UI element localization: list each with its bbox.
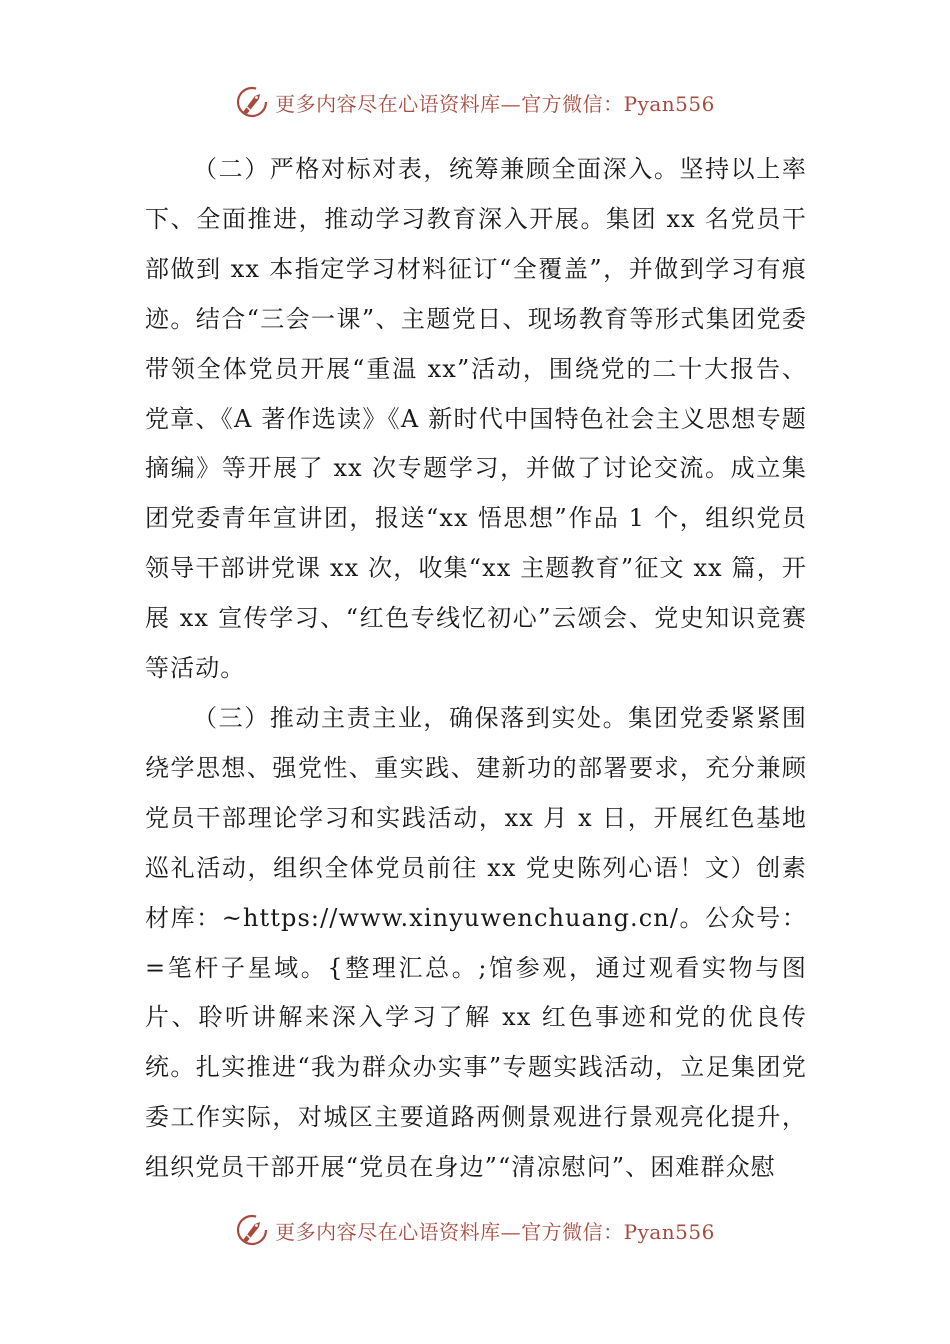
pen-nib-logo-icon [235, 1213, 269, 1247]
pen-nib-logo-icon [235, 85, 269, 119]
banner-text: 更多内容尽在心语资料库—官方微信：Pyan556 [275, 91, 715, 116]
paragraph-2: （二）严格对标对表，统筹兼顾全面深入。坚持以上率下、全面推进，推动学习教育深入开展。集团 xx 名党员干部做到 xx 本指定学习材料征订“全覆盖”，并做到学习有痕迹。结合“三会一课”、主题党日、现场教育等形式集团党委带领全体党员开展“重温 xx”活动，围绕党的二十大报告、党章、《A 著作选读》《A 新时代中国特色社会主义思想专题摘编》等开展了 xx 次专题学习，并做了讨论交流。成立集团党委青年宣讲团，报送“xx 悟思想”作品 1 个，组织党员领导干部讲党课 xx 次，收集“xx 主题教育”征文 xx 篇，开展 xx 宣传学习、“红色专线忆初心”云颂会、党史知识竞赛等活动。 [145, 155, 807, 683]
banner-text: 更多内容尽在心语资料库—官方微信：Pyan556 [275, 1219, 715, 1244]
footer-banner [0, 1210, 950, 1250]
header-banner [0, 82, 950, 122]
paragraph-3: （三）推动主责主业，确保落到实处。集团党委紧紧围绕学思想、强党性、重实践、建新功的部署要求，充分兼顾党员干部理论学习和实践活动，xx 月 x 日，开展红色基地巡礼活动，组织全体党员前往 xx 党史陈列心语！文）创素材库：~https://www.xinyuwenchuang.cn/。公众号：=笔杆子星域。{整理汇总。;馆参观，通过观看实物与图片、聆听讲解来深入学习了解 xx 红色事迹和党的优良传统。扎实推进“我为群众办实事”专题实践活动，立足集团党委工作实际，对城区主要道路两侧景观进行景观亮化提升，组织党员干部开展“党员在身边”“清凉慰问”、困难群众慰 [145, 703, 807, 1182]
document-body [145, 145, 807, 1193]
